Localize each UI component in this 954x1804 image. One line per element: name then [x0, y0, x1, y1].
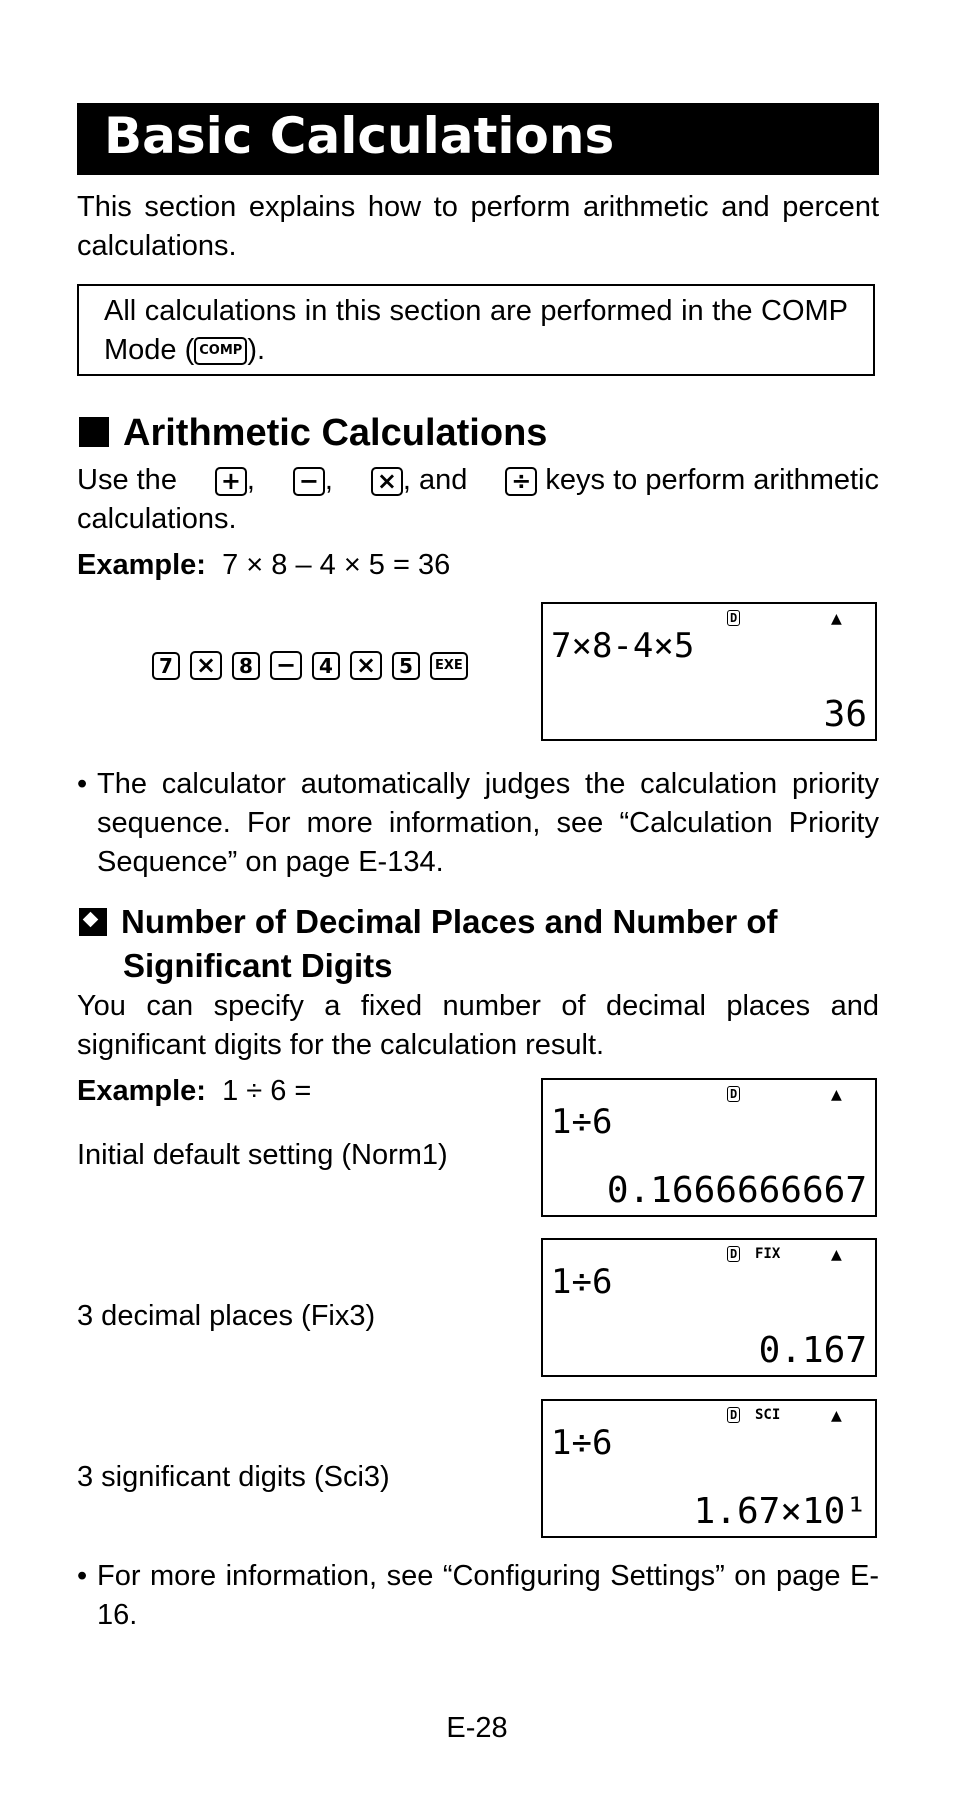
lcd-display-norm1 [541, 1078, 877, 1217]
up-arrow-indicator: ▲ [831, 1084, 842, 1105]
intro-paragraph: This section explains how to perform arithmetic and percent calculations. [77, 191, 879, 262]
mode-note-text: All calculations in this section are performed in the COMP Mode ( COMP ). [104, 295, 848, 366]
plus-key: + [215, 467, 247, 496]
arithmetic-example [77, 546, 450, 585]
lcd-display-fix3 [541, 1238, 877, 1377]
key-4: 4 [312, 652, 340, 680]
page-number: E-28 [446, 1712, 508, 1744]
sci3-label: 3 significant digits (Sci3) [77, 1461, 390, 1493]
example-label: Example: [77, 549, 206, 581]
priority-bullet: • The calculator automatically judges the calculation priority sequence. For more information, see “Calculation Priority Sequence” on page E-134. [77, 765, 879, 885]
key-exe: EXE [430, 652, 468, 680]
key-sequence [152, 651, 478, 691]
minus-key: − [293, 467, 325, 496]
norm1-label: Initial default setting (Norm1) [77, 1139, 448, 1171]
lcd-expression: 1÷6 [551, 1262, 613, 1302]
fix-mode-indicator: FIX [755, 1246, 781, 1262]
lcd-result: 36 [823, 694, 867, 735]
degree-indicator: D [727, 1086, 740, 1102]
desc-keys-text: keys to perform arithmetic [545, 464, 879, 496]
settings-bullet-text: For more information, see “Configuring Settings” on page E-16. [97, 1560, 879, 1631]
lcd-display-sci3 [541, 1399, 877, 1538]
times-key: × [371, 467, 403, 496]
up-arrow-indicator: ▲ [831, 1244, 842, 1265]
mode-note-box [77, 284, 875, 376]
arithmetic-heading: Arithmetic Calculations [79, 412, 547, 455]
key-times: × [190, 651, 222, 680]
divide-key: ÷ [505, 467, 537, 496]
decimal-example-expression: 1 ÷ 6 = [222, 1075, 312, 1107]
lcd-display-arithmetic [541, 602, 877, 741]
key-times-2: × [350, 651, 382, 680]
lcd-expression: 1÷6 [551, 1423, 613, 1463]
lcd-result: 1.67×10¹ [693, 1491, 867, 1532]
degree-indicator: D [727, 1246, 740, 1262]
arithmetic-description: Use the + , − , × , and ÷ keys to perform arithmetic calculations. [77, 461, 879, 539]
sci-mode-indicator: SCI [755, 1407, 781, 1423]
example-expression: 7 × 8 – 4 × 5 = 36 [222, 549, 451, 581]
priority-bullet-text: The calculator automatically judges the calculation priority sequence. For more information, see “Calculation Priority Sequence” on page E-134. [97, 768, 879, 878]
key-7: 7 [152, 652, 180, 680]
settings-bullet: • For more information, see “Configuring Settings” on page E-16. [77, 1557, 879, 1637]
up-arrow-indicator: ▲ [831, 1405, 842, 1426]
decimal-description: You can specify a fixed number of decimal places and significant digits for the calculation result. [77, 990, 879, 1061]
key-5: 5 [392, 652, 420, 680]
section-title: Basic Calculations [104, 107, 615, 165]
lcd-result: 0.1666666667 [606, 1170, 867, 1211]
fix3-label: 3 decimal places (Fix3) [77, 1300, 376, 1332]
comp-key: COMP [194, 337, 247, 365]
diamond-square-icon [79, 908, 107, 936]
lcd-result: 0.167 [758, 1330, 867, 1371]
decimal-heading: Number of Decimal Places and Number of Significant Digits [79, 900, 879, 988]
up-arrow-indicator: ▲ [831, 608, 842, 629]
desc-continued: calculations. [77, 503, 237, 535]
decimal-example [77, 1072, 311, 1111]
lcd-expression: 1÷6 [551, 1102, 613, 1142]
degree-indicator: D [727, 1407, 740, 1423]
degree-indicator: D [727, 610, 740, 626]
lcd-expression: 7×8-4×5 [551, 626, 695, 666]
key-8: 8 [232, 652, 260, 680]
decimal-example-label: Example: [77, 1075, 206, 1107]
filled-square-icon [79, 417, 109, 447]
key-minus: − [270, 651, 302, 680]
section-title-bar [77, 103, 879, 175]
